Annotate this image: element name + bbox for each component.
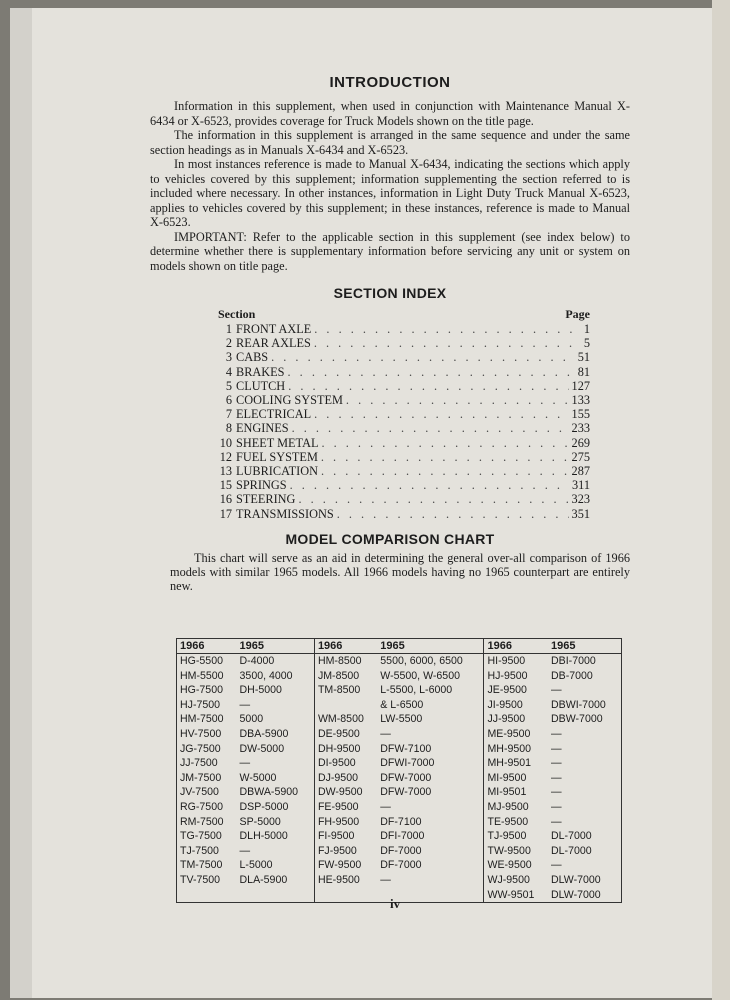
- model-1965-cell: DLW-7000: [551, 873, 601, 886]
- table-row: [177, 683, 622, 698]
- section-index-row: [218, 436, 590, 450]
- column-header: 1965: [548, 639, 622, 654]
- table-row: [177, 727, 622, 742]
- section-page: 5: [583, 336, 590, 351]
- model-1966-cell: WE-9500: [487, 859, 532, 872]
- leader-dots: [321, 464, 569, 478]
- model-1965-cell: —: [377, 727, 484, 742]
- model-1966-cell: TJ-7500: [180, 844, 219, 857]
- section-index-row: [218, 365, 590, 379]
- model-1965-cell: —: [237, 844, 315, 859]
- section-index-row: [218, 478, 590, 492]
- section-title: STEERING: [236, 492, 296, 507]
- model-1966-cell: MH-9500: [487, 742, 532, 755]
- model-1965-cell: DFWI-7000: [377, 756, 484, 771]
- model-1965-cell: L-5000: [237, 858, 315, 873]
- section-page: 311: [572, 478, 590, 493]
- model-1965-cell: DBA-5900: [237, 727, 315, 742]
- model-1965-cell: —: [551, 771, 562, 784]
- model-1966-cell: WW-9501: [487, 888, 535, 901]
- model-1965-cell: DLA-5900: [237, 873, 315, 888]
- table-row: [177, 698, 622, 713]
- section-number: 6: [225, 393, 232, 408]
- model-1966-cell: JJ-7500: [180, 757, 218, 770]
- section-index-row: [218, 450, 590, 464]
- section-number: 5: [225, 378, 232, 393]
- section-title: CABS: [236, 350, 269, 365]
- section-title: REAR AXLES: [236, 336, 311, 351]
- table-row: [177, 873, 622, 888]
- leader-dots: [288, 379, 568, 393]
- model-1965-cell: L-5500, L-6000: [377, 683, 484, 698]
- model-1965-cell: W-5000: [237, 771, 315, 786]
- model-1966-cell: [177, 888, 237, 903]
- table-row: [177, 785, 622, 800]
- section-index-row: [218, 379, 590, 393]
- model-1966-cell: HJ-9500: [487, 669, 528, 682]
- introduction-body: [150, 99, 630, 273]
- model-1965-cell: DBW-7000: [551, 713, 603, 726]
- model-1966-cell: DI-9500: [317, 757, 356, 770]
- page-column-label: Page: [565, 307, 590, 321]
- model-1966-cell: JI-9500: [487, 698, 523, 711]
- model-1965-cell: —: [551, 786, 562, 799]
- model-1965-cell: DB-7000: [551, 669, 593, 682]
- model-comparison-title: MODEL COMPARISON CHART: [285, 530, 495, 547]
- model-1965-cell: —: [551, 859, 562, 872]
- column-header: 1965: [377, 639, 484, 654]
- section-number: 7: [225, 407, 232, 422]
- model-1966-cell: HI-9500: [487, 655, 526, 667]
- leader-dots: [314, 322, 581, 336]
- section-index-row: [218, 492, 590, 506]
- model-1965-cell: DFW-7000: [377, 771, 484, 786]
- table-row: [177, 742, 622, 757]
- model-1965-cell: [237, 888, 315, 903]
- model-1965-cell: DLH-5000: [237, 829, 315, 844]
- section-number: 15: [219, 478, 232, 493]
- model-1966-cell: HM-5500: [180, 669, 224, 682]
- leader-dots: [321, 450, 569, 464]
- table-row: [177, 829, 622, 844]
- model-1965-cell: 3500, 4000: [237, 669, 315, 684]
- leader-dots: [271, 350, 575, 364]
- column-header: 1966: [177, 639, 237, 654]
- model-1965-cell: —: [237, 698, 315, 713]
- leader-dots: [321, 436, 568, 450]
- leader-dots: [337, 507, 569, 521]
- section-title: SPRINGS: [236, 478, 287, 493]
- model-1966-cell: [314, 698, 377, 713]
- section-page: 1: [583, 322, 590, 336]
- model-1965-cell: DL-7000: [551, 830, 592, 843]
- section-number: 2: [225, 336, 232, 351]
- model-1965-cell: DBI-7000: [551, 655, 596, 667]
- model-1966-cell: FH-9500: [317, 815, 360, 828]
- model-1965-cell: DLW-7000: [551, 888, 601, 901]
- section-number: 8: [225, 421, 232, 436]
- model-comparison-table: [176, 638, 622, 903]
- section-index-row: [218, 464, 590, 478]
- table-header-row: [177, 639, 622, 654]
- model-1965-cell: —: [551, 727, 562, 740]
- model-1966-cell: TJ-9500: [487, 830, 527, 843]
- model-1966-cell: HM-7500: [180, 713, 224, 726]
- model-1965-cell: —: [551, 815, 562, 828]
- column-header: 1966: [314, 639, 377, 654]
- model-1966-cell: HG-5500: [180, 655, 223, 667]
- model-1966-cell: TG-7500: [180, 830, 222, 843]
- model-1966-cell: TW-9500: [487, 844, 531, 857]
- model-1966-cell: WM-8500: [317, 713, 364, 726]
- model-1965-cell: —: [377, 800, 484, 815]
- section-title: CLUTCH: [236, 378, 286, 393]
- section-title: TRANSMISSIONS: [236, 506, 334, 521]
- model-1966-cell: WJ-9500: [487, 873, 530, 886]
- model-1965-cell: DBWI-7000: [551, 698, 606, 711]
- model-1966-cell: DH-9500: [317, 742, 361, 755]
- section-index-list: [218, 322, 590, 521]
- model-1966-cell: [314, 888, 377, 903]
- section-index-row: [218, 350, 590, 364]
- model-comparison-description: This chart will serve as an aid in determining the general over-all comparison of 1966 models with similar 1965 models. All 1966 models having no 1965 counterpart are entirely new.: [170, 550, 630, 593]
- model-1966-cell: JE-9500: [487, 684, 527, 697]
- model-1966-cell: JV-7500: [180, 786, 219, 799]
- section-title: FUEL SYSTEM: [236, 449, 318, 464]
- section-index-row: [218, 507, 590, 521]
- section-index-header: [218, 307, 590, 322]
- model-1966-cell: HV-7500: [180, 727, 222, 740]
- model-1965-cell: DW-5000: [237, 742, 315, 757]
- model-1966-cell: HG-7500: [180, 684, 223, 697]
- leader-dots: [292, 421, 569, 435]
- model-1965-cell: DF-7100: [377, 815, 484, 830]
- model-1966-cell: RM-7500: [180, 815, 224, 828]
- model-1966-cell: RG-7500: [180, 800, 223, 813]
- model-1965-cell: —: [551, 742, 562, 755]
- section-index: [150, 285, 630, 521]
- table-row: [177, 771, 622, 786]
- section-column-label: Section: [218, 307, 256, 321]
- table-row: [177, 756, 622, 771]
- section-page: 275: [571, 449, 590, 464]
- model-1965-cell: W-5500, W-6500: [377, 669, 484, 684]
- model-1966-cell: MH-9501: [487, 757, 532, 770]
- leader-dots: [288, 365, 575, 379]
- model-1966-cell: TM-8500: [317, 684, 361, 697]
- page-number: iv: [390, 896, 401, 911]
- table-row: [177, 815, 622, 830]
- section-index-row: [218, 421, 590, 435]
- model-1966-cell: FW-9500: [317, 859, 362, 872]
- table-row: [177, 800, 622, 815]
- model-1966-cell: MI-9500: [487, 771, 527, 784]
- model-1966-cell: MI-9501: [487, 786, 527, 799]
- model-1965-cell: LW-5500: [377, 712, 484, 727]
- section-title: BRAKES: [236, 364, 285, 379]
- section-title: COOLING SYSTEM: [236, 393, 343, 408]
- model-1965-cell: DFW-7100: [377, 742, 484, 757]
- model-1965-cell: —: [377, 873, 484, 888]
- section-title: ENGINES: [236, 421, 289, 436]
- section-page: 155: [571, 407, 590, 422]
- model-1965-cell: DFI-7000: [377, 829, 484, 844]
- section-number: 4: [225, 364, 232, 379]
- model-1965-cell: 5500, 6000, 6500: [377, 654, 484, 669]
- model-1966-cell: TE-9500: [487, 815, 529, 828]
- section-number: 17: [219, 506, 232, 521]
- model-1966-cell: DE-9500: [317, 727, 360, 740]
- model-1965-cell: DH-5000: [237, 683, 315, 698]
- section-page: 127: [571, 378, 590, 393]
- model-1965-cell: & L-6500: [377, 698, 484, 713]
- section-page: 233: [571, 421, 590, 436]
- table-row: [177, 669, 622, 684]
- section-page: 133: [571, 393, 590, 408]
- model-1966-cell: MJ-9500: [487, 800, 529, 813]
- model-1966-cell: DJ-9500: [317, 771, 358, 784]
- model-1966-cell: HJ-7500: [180, 698, 221, 711]
- section-index-row: [218, 336, 590, 350]
- model-1966-cell: JM-8500: [317, 669, 360, 682]
- section-index-title: SECTION INDEX: [333, 285, 447, 301]
- model-1965-cell: DBWA-5900: [237, 785, 315, 800]
- section-number: 1: [225, 322, 232, 336]
- leader-dots: [298, 492, 568, 506]
- intro-paragraph: In most instances reference is made to Manual X-6434, indicating the sections which apply to vehicles covered by this supplement; information supplementing the section referred to is included where necessary. In other instances, information in Light Duty Truck Manual X-6523, applies to vehicles covered by this supplement; in these instances, reference is made to Manual X-6523.: [150, 157, 630, 229]
- model-1966-cell: HM-8500: [317, 655, 362, 667]
- adjacent-page-edge: [712, 0, 730, 1000]
- section-page: 287: [571, 464, 590, 479]
- model-1965-cell: DF-7000: [377, 844, 484, 859]
- table-row: [177, 858, 622, 873]
- model-1966-cell: JJ-9500: [487, 713, 526, 726]
- intro-paragraph: IMPORTANT: Refer to the applicable section in this supplement (see index below) to determine whether there is supplementary information before servicing any unit or system on models shown on title page.: [150, 229, 630, 273]
- model-1965-cell: —: [551, 757, 562, 770]
- model-1966-cell: FJ-9500: [317, 844, 357, 857]
- section-index-row: [218, 407, 590, 421]
- leader-dots: [290, 478, 569, 492]
- model-1966-cell: DW-9500: [317, 786, 363, 799]
- section-page: 81: [577, 364, 590, 379]
- introduction-title: INTRODUCTION: [329, 74, 451, 91]
- section-page: 323: [571, 492, 590, 507]
- model-1966-cell: FE-9500: [317, 800, 359, 813]
- model-1965-cell: SP-5000: [237, 815, 315, 830]
- leader-dots: [314, 336, 581, 350]
- column-header: 1965: [237, 639, 315, 654]
- leader-dots: [314, 407, 568, 421]
- model-1966-cell: FI-9500: [317, 830, 355, 843]
- model-1965-cell: DFW-7000: [377, 785, 484, 800]
- table-row: [177, 654, 622, 669]
- model-1966-cell: JM-7500: [180, 771, 222, 784]
- section-number: 16: [219, 492, 232, 507]
- model-1966-cell: TM-7500: [180, 859, 223, 872]
- section-page: 51: [577, 350, 590, 365]
- intro-paragraph: The information in this supplement is arranged in the same sequence and under the same section headings as in Manuals X-6434 and X-6523.: [150, 128, 630, 157]
- section-title: LUBRICATION: [236, 464, 318, 479]
- model-1966-cell: HE-9500: [317, 873, 360, 886]
- section-page: 269: [571, 435, 590, 450]
- section-title: FRONT AXLE: [236, 322, 312, 336]
- intro-paragraph: Information in this supplement, when used in conjunction with Maintenance Manual X-6434 or X-6523, provides coverage for Truck Models shown on the title page.: [150, 99, 630, 128]
- leader-dots: [346, 393, 569, 407]
- section-number: 3: [225, 350, 232, 365]
- model-1965-cell: DL-7000: [551, 844, 592, 857]
- table-row: [177, 844, 622, 859]
- model-1965-cell: —: [551, 800, 562, 813]
- section-index-row: [218, 322, 590, 336]
- model-1965-cell: —: [237, 756, 315, 771]
- model-1965-cell: —: [551, 684, 562, 697]
- model-1966-cell: JG-7500: [180, 742, 221, 755]
- model-1965-cell: DF-7000: [377, 858, 484, 873]
- section-number: 13: [219, 464, 232, 479]
- model-comparison-section: [150, 531, 630, 593]
- section-title: ELECTRICAL: [236, 407, 312, 422]
- model-1966-cell: TV-7500: [180, 873, 221, 886]
- model-1965-cell: D-4000: [237, 654, 315, 669]
- section-number: 12: [219, 449, 232, 464]
- section-page: 351: [571, 506, 590, 521]
- table-row: [177, 712, 622, 727]
- section-title: SHEET METAL: [236, 435, 319, 450]
- model-1966-cell: ME-9500: [487, 727, 531, 740]
- section-number: 10: [219, 435, 232, 450]
- page-content: [150, 74, 630, 595]
- model-1965-cell: DSP-5000: [237, 800, 315, 815]
- section-index-row: [218, 393, 590, 407]
- column-header: 1966: [484, 639, 548, 654]
- model-1965-cell: 5000: [237, 712, 315, 727]
